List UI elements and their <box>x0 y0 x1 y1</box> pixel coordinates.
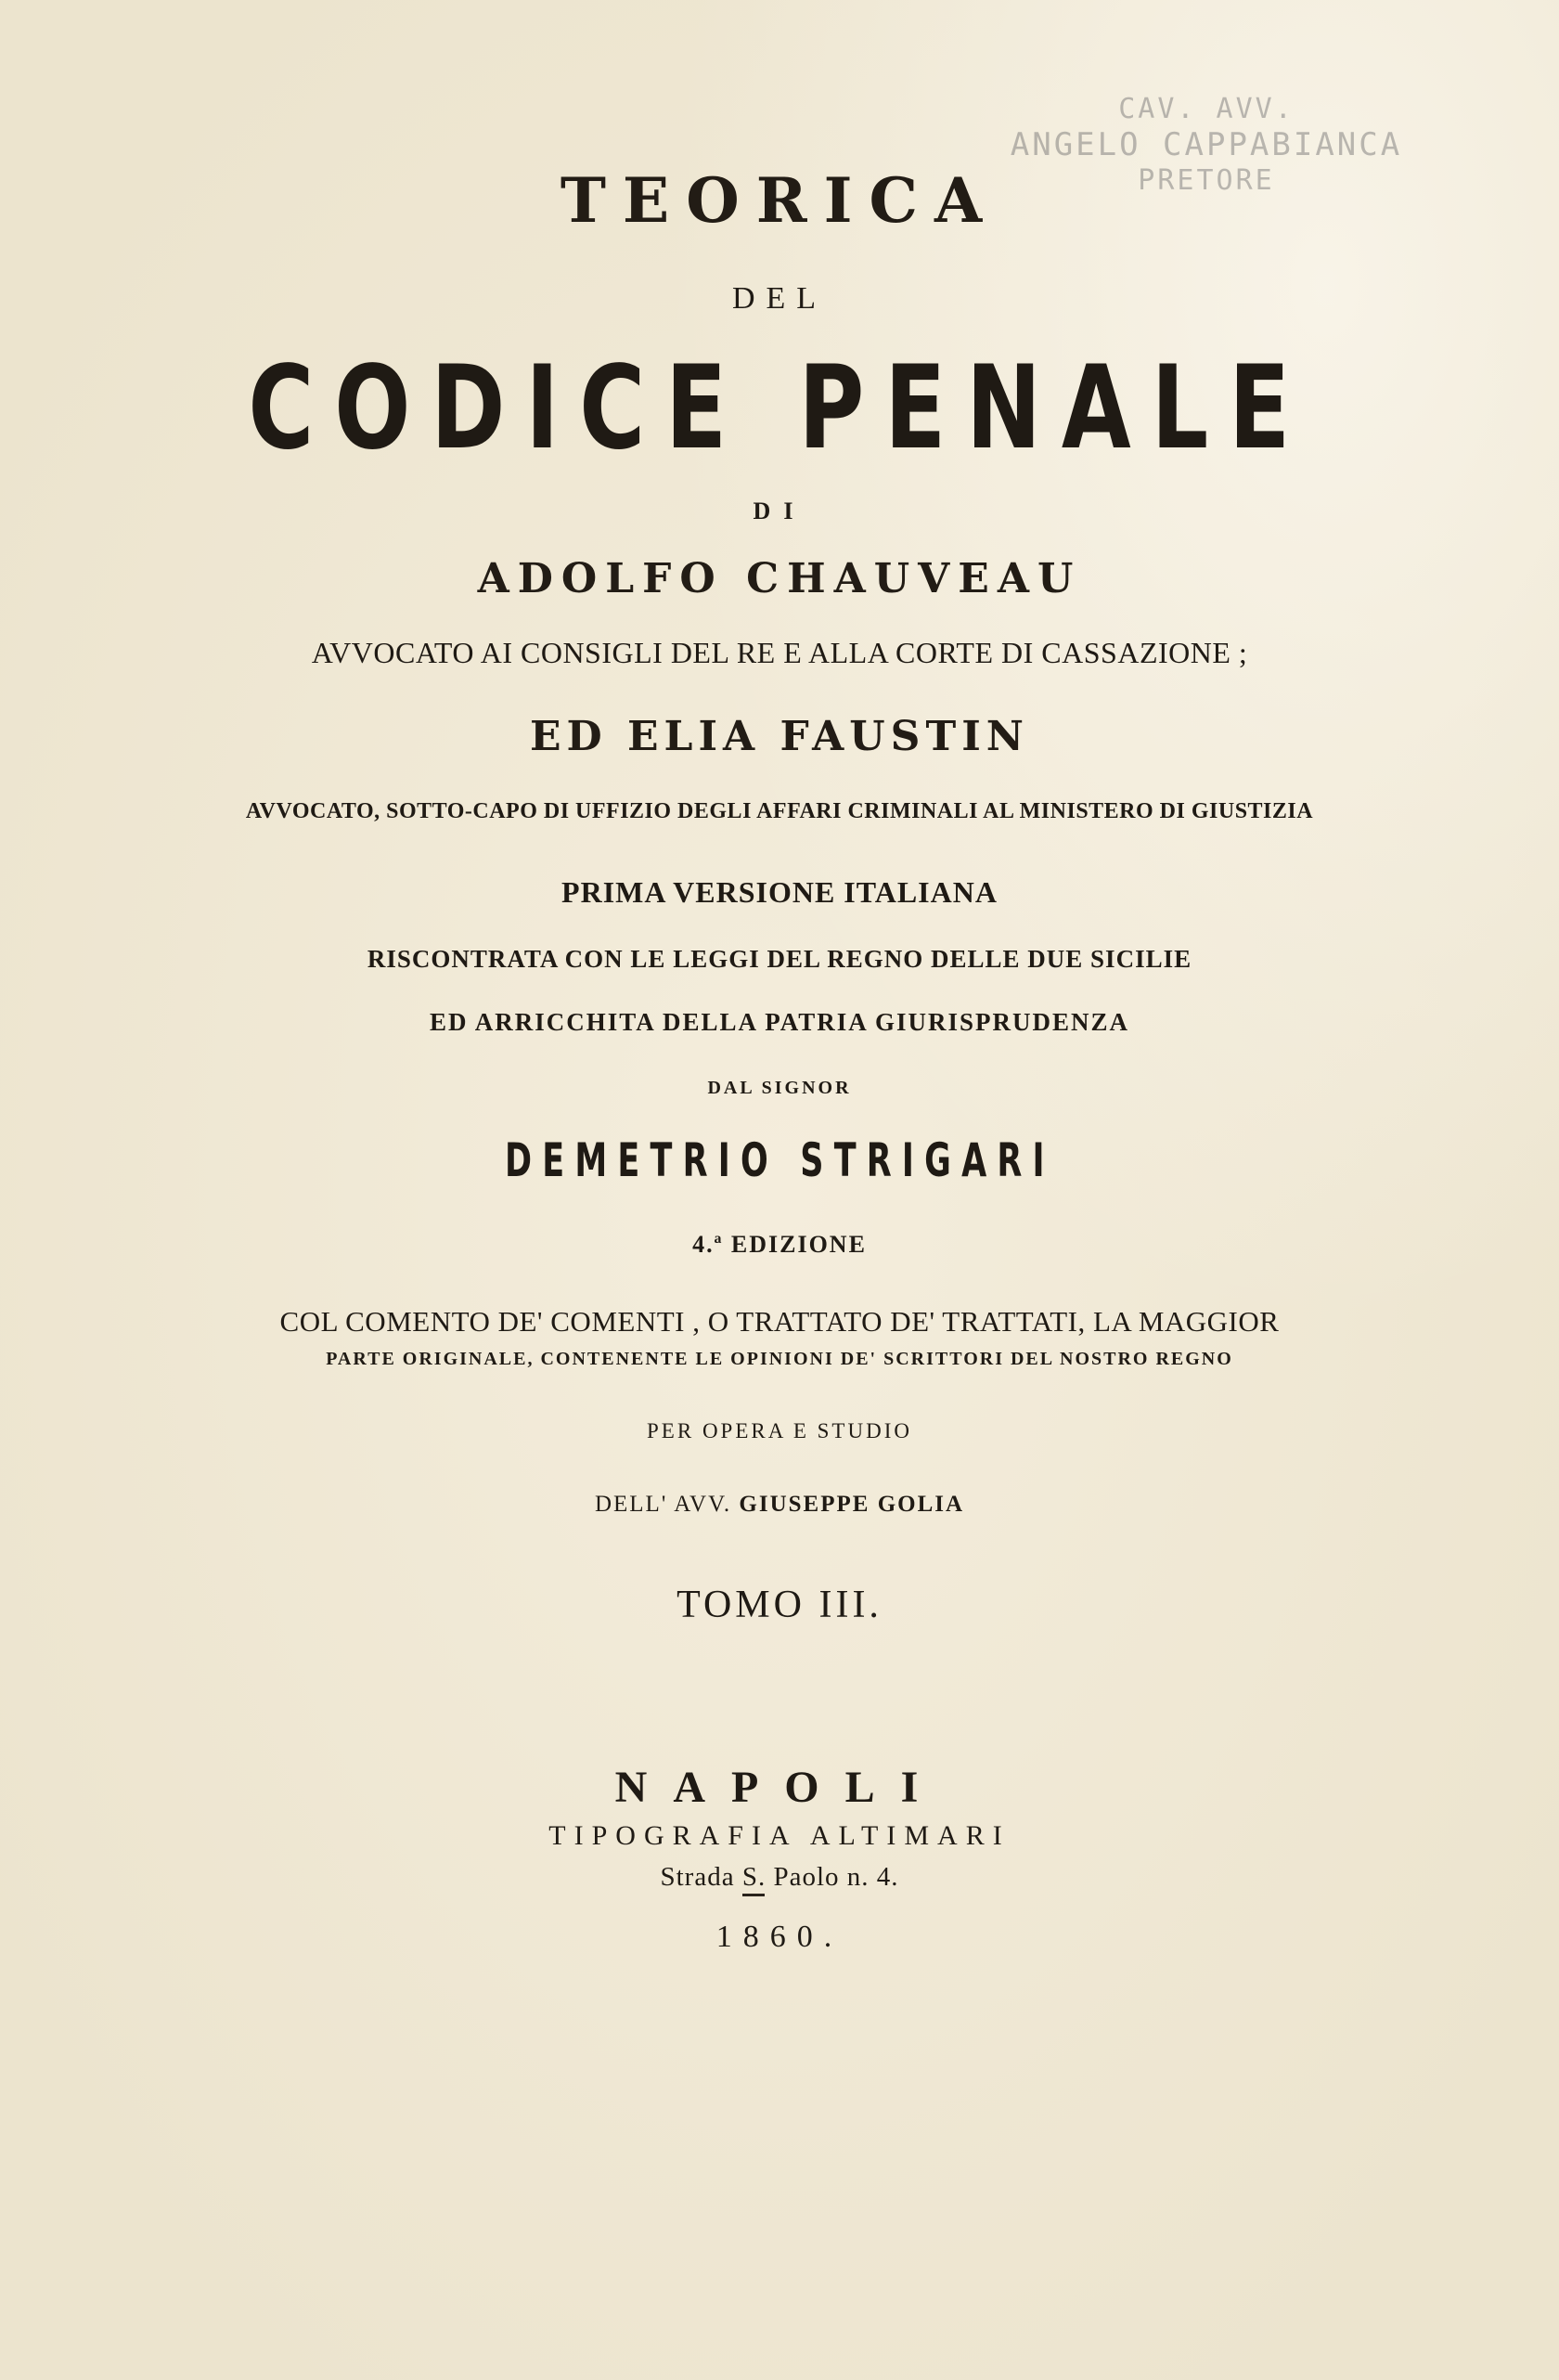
year-line: 1860. <box>715 1920 844 1954</box>
city-line: NAPOLI <box>614 1763 945 1812</box>
editor-prefix: DELL' AVV. <box>594 1492 732 1517</box>
work-by-line: PER OPERA E STUDIO <box>647 1419 912 1442</box>
version-line: PRIMA VERSIONE ITALIANA <box>561 875 998 909</box>
author-1-role: AVVOCATO AI CONSIGLI DEL RE E ALLA CORTE DI CASSAZIONE ; <box>311 636 1248 669</box>
commentary-line-1: COL COMENTO DE' COMENTI , O TRATTATO DE' TRATTATI, LA MAGGIOR <box>279 1305 1280 1338</box>
translator-name: DEMETRIO STRIGARI <box>504 1133 1055 1187</box>
author-2-name: ED ELIA FAUSTIN <box>529 713 1029 760</box>
translator-line <box>0 1133 1559 1187</box>
stamp-line-1: CAV. AVV. <box>1118 93 1295 125</box>
volume-line: TOMO III. <box>676 1584 883 1626</box>
printer-line: TIPOGRAFIA ALTIMARI <box>548 1820 1011 1851</box>
enriched-line: ED ARRICCHITA DELLA PATRIA GIURISPRUDENZA <box>429 1008 1130 1036</box>
main-title-text: CODICE PENALE <box>248 342 1311 475</box>
author-2-role: AVVOCATO, SOTTO-CAPO DI UFFIZIO DEGLI AFFARI CRIMINALI AL MINISTERO DI GIUSTIZIA <box>245 799 1314 823</box>
title-word: TEORICA <box>560 164 999 237</box>
edition-line: 4.ª EDIZIONE <box>692 1231 867 1258</box>
stamp-line-2: ANGELO CAPPABIANCA <box>1010 126 1403 163</box>
main-title <box>0 342 1559 475</box>
divider <box>742 1894 765 1896</box>
title-di: DI <box>753 498 806 524</box>
checked-line: RISCONTRATA CON LE LEGGI DEL REGNO DELLE DUE SICILIE <box>367 945 1192 973</box>
commentary-line-2: PARTE ORIGINALE, CONTENENTE LE OPINIONI DE' SCRITTORI DEL NOSTRO REGNO <box>326 1349 1233 1369</box>
stamp-line-3: PRETORE <box>1138 163 1275 197</box>
title-del: DEL <box>731 281 828 316</box>
address-line: Strada S. Paolo n. 4. <box>660 1862 899 1892</box>
by-signor: DAL SIGNOR <box>707 1078 852 1098</box>
author-1-name: ADOLFO CHAUVEAU <box>477 555 1082 602</box>
editor-name: GIUSEPPE GOLIA <box>739 1492 965 1517</box>
editor-line <box>0 1493 1559 1516</box>
